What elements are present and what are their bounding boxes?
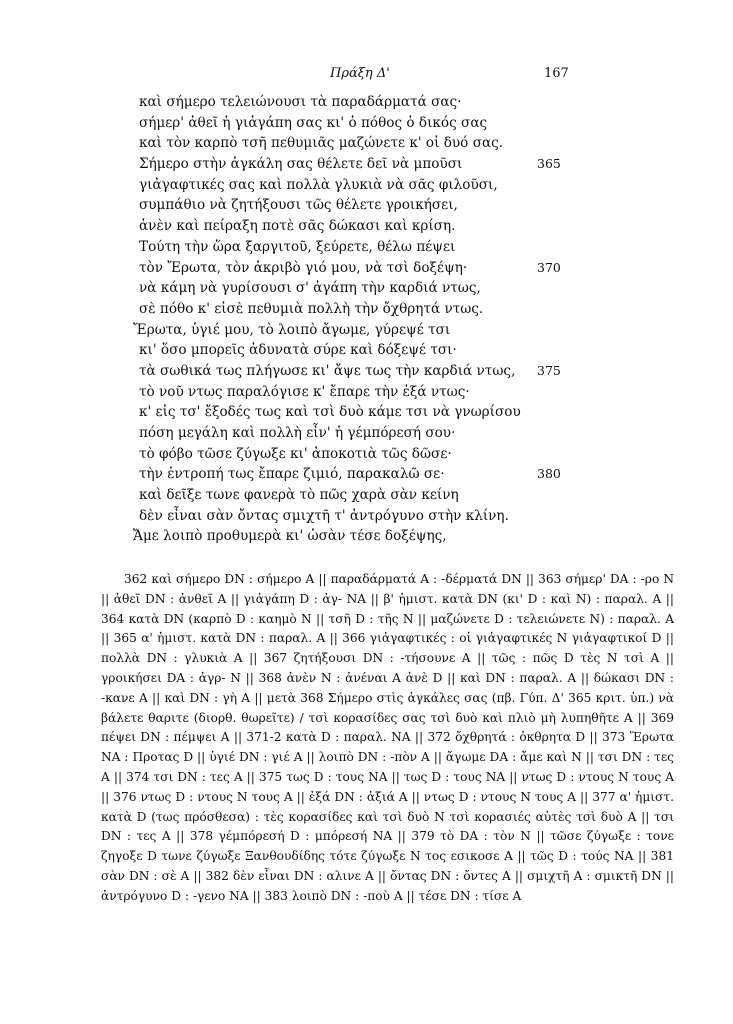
verse-text: καὶ σήμερο τελειώνουσι τὰ παραδάρματά σας·: [139, 94, 462, 110]
verse-line: [0, 485, 733, 506]
verse-text: τὸ νοῦ ντως παραλόγισε κ' ἔπαρε τὴν ἐξά ντως·: [139, 383, 470, 400]
verse-line: [0, 299, 733, 320]
page-number: 167: [544, 66, 569, 81]
verse-text: συμπάθιο νὰ ζητήξουσι τῶς θέλετε γροικήσει,: [139, 197, 458, 214]
line-number: 375: [537, 362, 561, 378]
verse-line: [0, 506, 733, 527]
line-number: 365: [537, 156, 561, 172]
verse-line: [0, 382, 733, 403]
verse-text: γιἀγαφτικές σας καὶ πολλὰ γλυκιὰ νὰ σᾶς φιλοῦσι,: [139, 176, 498, 193]
verse-line: [0, 423, 733, 444]
verse-text: σήμερ' ἀθεῖ ἡ γιἀγάπη σας κι' ὁ πόθος ὁ δικός σας: [139, 114, 488, 131]
verse-text: ἀνὲν καὶ πείραξη ποτὲ σᾶς δώκασι καὶ κρίση.: [139, 218, 456, 235]
verse-text: νὰ κάμη νὰ γυρίσουσι σ' ἀγάπη τὴν καρδιά ντως,: [139, 280, 481, 297]
verse-line: [0, 258, 733, 279]
apparatus-criticus: [101, 570, 674, 907]
line-number: 380: [537, 466, 561, 482]
verse-line: [0, 278, 733, 299]
verse-line: [0, 340, 733, 361]
verse-line: [0, 216, 733, 237]
verse-line: [0, 526, 733, 547]
verse-block: [0, 92, 733, 547]
verse-line: [0, 237, 733, 258]
verse-line: [0, 195, 733, 216]
verse-line: [0, 133, 733, 154]
verse-line: [0, 92, 733, 113]
verse-line: [0, 113, 733, 134]
verse-text: καὶ δεῖξε τωνε φανερὰ τὸ πῶς χαρὰ σὰν κείνη: [139, 487, 459, 504]
verse-text: Ἔρωτα, ὑγιέ μου, τὸ λοιπὸ ἄγωμε, γύρεψέ τσι: [133, 321, 451, 338]
apparatus-text: 362 καὶ σήμερο DN : σήμερο A || παραδάρματά A : -δέρματά DN || 363 σήμερ' DA : -ρο N || ἀθεῖ DN : ἀνθεῖ A || γιἀγάπη D : ἀγ- NA || β' ἡμιστ. κατὰ DN (κι' D : καὶ N) : παραλ. A || 364 κατὰ DN (καρπὸ D : καημὸ N || τσῆ D : τῆς N || μαζώνετε D : τελειώνετε N) : παραλ. A || 365 α' ἡμιστ. κατὰ DN : παραλ. A || 366 γιἀγαφτικές : οἱ γιἀγαφτικές N γιἀγαφτικοί D || πολλὰ DN : γλυκιὰ A || 367 ζητήξουσι DN : -τήσουνε A || τῶς : πῶς D τὲς N τσὶ A || γροικήσει DA : ἀγρ- N || 368 ἀνὲν N : ἀνέναι A ἀνὲ D || καὶ DN : παραλ. A || δώκασι DN : -κανε A || καὶ DN : γὴ A || μετὰ 368 Σήμερο στὶς ἀγκάλες σας (πβ. Γύπ. Δ' 365 κριτ. ὑπ.) νὰ βάλετε θαριτε (διορθ. θωρεῖτε) / τσὶ κορασίδες σας τσὶ δυὸ καὶ πλιὸ μὴ λυπηθῆτε A || 369 πέψει DN : πέμψει A || 371-2 κατὰ D : παραλ. NA || 372 ὄχθρητά : ὀκθρητα D || 373 Ἔρωτα NA : Προτας D || ὑγιέ DN : γιέ A || λοιπὸ DN : -πὸν A || ἄγωμε DA : ἄμε καὶ N || τσι DN : τες A || 374 τσι DN : τες A || 375 τως D : τους NA || τως D : τους NA || ντως D : ντους N τους A || 376 ντως D : ντους N τους A || ἐξά DN : ἀξιά A || ντως D : ντους N τους A || 377 α' ἡμιστ. κατὰ D (τως πρόσθεσα) : τὲς κορασίδες καὶ τσὶ δυὸ N τσὶ κορασιές αὐτὲς τσὶ δυὸ A || τσι DN : τες A || 378 γέμπόρεσή D : μπόρεσή NA || 379 τὸ DA : τὸν N || τῶσε ζύγωξε : τονε ζηγοξε D τωνε ζύγωξε Ξανθουδίδης τότε ζύγωξε N τος εσικοσε A || τῶς D : τούς NA || 381 σὰν DN : σὲ A || 382 δὲν εἶναι DN : αλινε A || ὄντας DN : ὄντες A || σμιχτῆ A : σμικτῆ DN || ἀντρόγυνο D : -γενο NA || 383 λοιπὸ DN : -ποὺ A || τέσε DN : τίσε A: [101, 572, 674, 903]
verse-line: [0, 175, 733, 196]
verse-text: κι' ὅσο μπορεῖς ἀδυνατὰ σύρε καὶ δόξεψέ τσι·: [139, 342, 457, 359]
verse-text: καὶ τὸν καρπὸ τσῆ πεθυμιᾶς μαζώνετε κ' οἱ δυό σας.: [139, 135, 504, 152]
verse-text: τὴν ἐντροπή τως ἔπαρε ζιμιό, παρακαλῶ σε·: [139, 466, 445, 483]
line-number: 370: [537, 259, 561, 275]
verse-line: [0, 154, 733, 175]
verse-text: τὰ σωθικά τως πλήγωσε κι' ἄψε τως τὴν καρδιά ντως,: [139, 362, 516, 379]
verse-text: Τούτη τὴν ὥρα ξαργιτοῦ, ξεύρετε, θέλω πέψει: [139, 238, 456, 255]
verse-text: σὲ πόθο κ' εἰσὲ πεθυμιὰ πολλὴ τὴν ὄχθρητά ντως.: [139, 300, 484, 317]
verse-line: [0, 402, 733, 423]
verse-text: τὸ φόβο τῶσε ζύγωξε κι' ἀποκοτιὰ τῶς δῶσε·: [139, 445, 452, 462]
verse-line: [0, 444, 733, 465]
verse-text: πόση μεγάλη καὶ πολλὴ εἶν' ἡ γέμπόρεσή σου·: [139, 425, 456, 441]
verse-text: Ἄμε λοιπὸ προθυμερὰ κι' ὡσὰν τέσε δοξέψης,: [133, 528, 447, 545]
running-title: Πράξη Δ': [330, 66, 390, 81]
verse-text: Σήμερο στὴν ἀγκάλη σας θέλετε δεῖ νὰ μποῦσι: [139, 156, 463, 173]
verse-line: [0, 320, 733, 341]
verse-text: κ' εἰς τσ' ἔξοδές τως καὶ τσὶ δυὸ κάμε τσι νὰ γνωρίσου: [139, 404, 521, 421]
verse-line: [0, 464, 733, 485]
verse-text: δὲν εἶναι σὰν ὄντας σμιχτῆ τ' ἀντρόγυνο στὴν κλίνη.: [139, 507, 509, 524]
running-head: [0, 66, 733, 86]
verse-text: τὸν Ἔρωτα, τὸν ἀκριβὸ γιό μου, νὰ τσὶ δοξέψη·: [139, 259, 468, 276]
verse-line: [0, 361, 733, 382]
